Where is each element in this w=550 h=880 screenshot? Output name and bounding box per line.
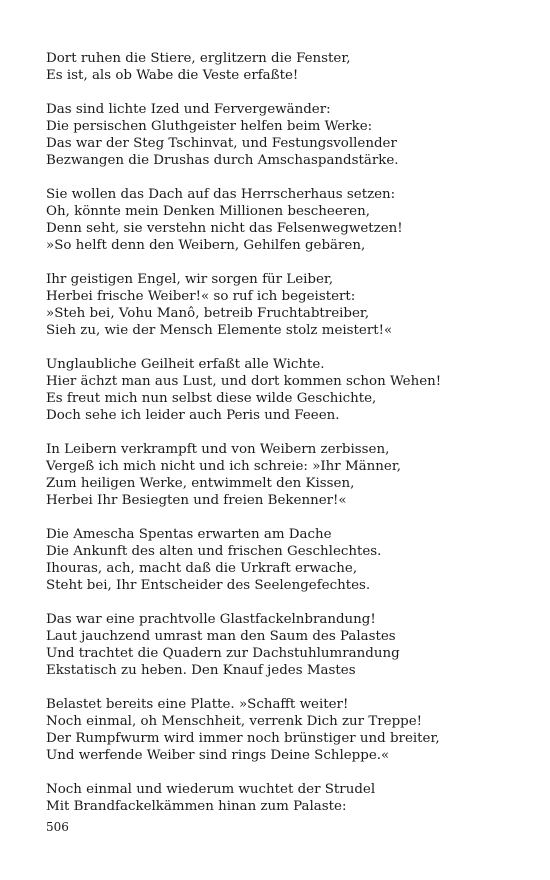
stanza-3 [46, 186, 526, 254]
verse-line: Noch einmal und wiederum wuchtet der Strudel [46, 782, 376, 797]
stanza-10 [46, 781, 526, 815]
stanza-6 [46, 441, 526, 509]
verse-line: Noch einmal, oh Menschheit, verrenk Dich zur Treppe! [46, 714, 423, 729]
verse-line: Das war der Steg Tschinvat, und Festungsvollender [46, 136, 397, 151]
page-number: 506 [46, 820, 69, 834]
stanza-9 [46, 696, 526, 764]
verse-line: Die Ankunft des alten und frischen Geschlechtes. [46, 544, 382, 559]
stanza-1 [46, 50, 526, 84]
verse-line: Oh, könnte mein Denken Millionen bescheeren, [46, 204, 370, 219]
verse-line: Das sind lichte Ized und Fervergewänder: [46, 102, 331, 117]
verse-line: Laut jauchzend umrast man den Saum des Palastes [46, 629, 396, 644]
verse-line: Ihr geistigen Engel, wir sorgen für Leiber, [46, 272, 334, 287]
verse-line: Doch sehe ich leider auch Peris und Feeen. [46, 408, 340, 423]
verse-line: Die persischen Gluthgeister helfen beim Werke: [46, 119, 373, 134]
verse-line: Mit Brandfackelkämmen hinan zum Palaste: [46, 799, 347, 814]
stanza-4 [46, 271, 526, 339]
verse-line: Belastet bereits eine Platte. »Schafft weiter! [46, 697, 349, 712]
verse-line: Zum heiligen Werke, entwimmelt den Kissen, [46, 476, 355, 491]
verse-line: Ihouras, ach, macht daß die Urkraft erwache, [46, 561, 358, 576]
poem-body [46, 50, 526, 832]
verse-line: Ekstatisch zu heben. Den Knauf jedes Mastes [46, 663, 356, 678]
stanza-2 [46, 101, 526, 169]
verse-line: Herbei frische Weiber!« so ruf ich begeistert: [46, 289, 356, 304]
verse-line: Dort ruhen die Stiere, erglitzern die Fenster, [46, 51, 351, 66]
verse-line: Hier ächzt man aus Lust, und dort kommen schon Wehen! [46, 374, 442, 389]
stanza-5 [46, 356, 526, 424]
verse-line: Und werfende Weiber sind rings Deine Schleppe.« [46, 748, 390, 763]
verse-line: Denn seht, sie verstehn nicht das Felsenwegwetzen! [46, 221, 403, 236]
verse-line: Sieh zu, wie der Mensch Elemente stolz meistert!« [46, 323, 393, 338]
verse-line: Und trachtet die Quadern zur Dachstuhlumrandung [46, 646, 400, 661]
stanza-8 [46, 611, 526, 679]
verse-line: Es freut mich nun selbst diese wilde Geschichte, [46, 391, 377, 406]
verse-line: »So helft denn den Weibern, Gehilfen gebären, [46, 238, 366, 253]
verse-line: Bezwangen die Drushas durch Amschaspandstärke. [46, 153, 399, 168]
verse-line: Die Amescha Spentas erwarten am Dache [46, 527, 332, 542]
verse-line: Vergeß ich mich nicht und ich schreie: »Ihr Männer, [46, 459, 402, 474]
verse-line: In Leibern verkrampft und von Weibern zerbissen, [46, 442, 390, 457]
verse-line: Der Rumpfwurm wird immer noch brünstiger und breiter, [46, 731, 440, 746]
verse-line: »Steh bei, Vohu Manô, betreib Fruchtabtreiber, [46, 306, 370, 321]
verse-line: Es ist, als ob Wabe die Veste erfaßte! [46, 68, 299, 83]
verse-line: Sie wollen das Dach auf das Herrscherhaus setzen: [46, 187, 396, 202]
verse-line: Unglaubliche Geilheit erfaßt alle Wichte. [46, 357, 325, 372]
verse-line: Das war eine prachtvolle Glastfackelnbrandung! [46, 612, 376, 627]
verse-line: Steht bei, Ihr Entscheider des Seelengefechtes. [46, 578, 371, 593]
stanza-7 [46, 526, 526, 594]
verse-line: Herbei Ihr Besiegten und freien Bekenner!« [46, 493, 347, 508]
